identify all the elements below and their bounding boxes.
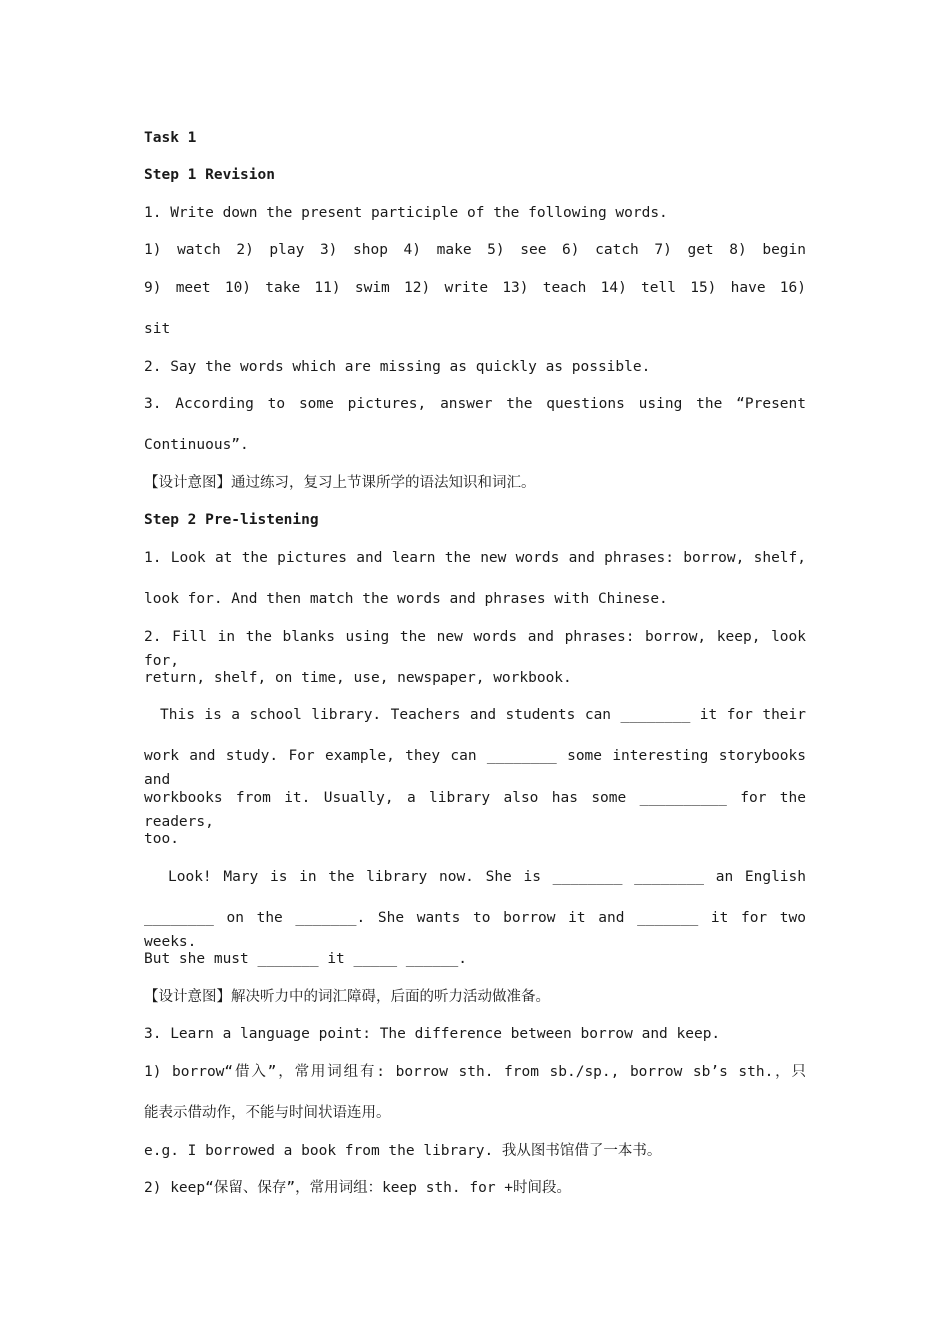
- task-title: Task 1: [144, 130, 197, 146]
- passage-line-1: This is a school library. Teachers and students can ________ it for their: [160, 707, 806, 723]
- prelisten-1: 1. Look at the pictures and learn the new words and phrases: borrow, shelf,: [144, 550, 806, 566]
- word-list-line-3: sit: [144, 321, 171, 337]
- word-list-line-2: 9) meet 10) take 11) swim 12) write 13) teach 14) tell 15) have 16): [144, 280, 806, 296]
- design-note-2: 【设计意图】解决听力中的词汇障碍，后面的听力活动做准备。: [144, 989, 550, 1005]
- instruction-2: 2. Say the words which are missing as quickly as possible.: [144, 359, 651, 375]
- prelisten-2-cont: return, shelf, on time, use, newspaper, workbook.: [144, 670, 572, 686]
- instruction-1: 1. Write down the present participle of the following words.: [144, 205, 668, 221]
- prelisten-2: 2. Fill in the blanks using the new words and phrases: borrow, keep, look for,: [144, 629, 806, 669]
- step2-heading: Step 2 Pre-listening: [144, 512, 319, 528]
- step1-heading: Step 1 Revision: [144, 167, 275, 183]
- passage-line-4: too.: [144, 831, 179, 847]
- language-point: 3. Learn a language point: The difference between borrow and keep.: [144, 1026, 721, 1042]
- passage-line-7: But she must _______ it _____ ______.: [144, 951, 468, 967]
- passage-line-3: workbooks from it. Usually, a library also has some __________ for the readers,: [144, 790, 806, 830]
- example-sentence: e.g. I borrowed a book from the library. 我从图书馆借了一本书。: [144, 1143, 662, 1159]
- instruction-3-cont: Continuous”.: [144, 437, 249, 453]
- keep-explanation: 2) keep“保留、保存”，常用词组：keep sth. for +时间段。: [144, 1180, 572, 1196]
- design-note-1: 【设计意图】通过练习，复习上节课所学的语法知识和词汇。: [144, 475, 536, 491]
- instruction-3: 3. According to some pictures, answer the questions using the “Present: [144, 396, 806, 412]
- passage-line-6: ________ on the _______. She wants to borrow it and _______ it for two weeks.: [144, 910, 806, 950]
- passage-line-5: Look! Mary is in the library now. She is ________ ________ an English: [168, 869, 806, 885]
- borrow-explanation: 1) borrow“借入”，常用词组有: borrow sth. from sb./sp., borrow sb’s sth.，只: [144, 1064, 806, 1080]
- word-list-line-1: 1) watch 2) play 3) shop 4) make 5) see 6) catch 7) get 8) begin: [144, 242, 806, 258]
- passage-line-2: work and study. For example, they can ________ some interesting storybooks and: [144, 748, 806, 788]
- prelisten-1-cont: look for. And then match the words and phrases with Chinese.: [144, 591, 668, 607]
- borrow-explanation-cont: 能表示借动作，不能与时间状语连用。: [144, 1105, 391, 1121]
